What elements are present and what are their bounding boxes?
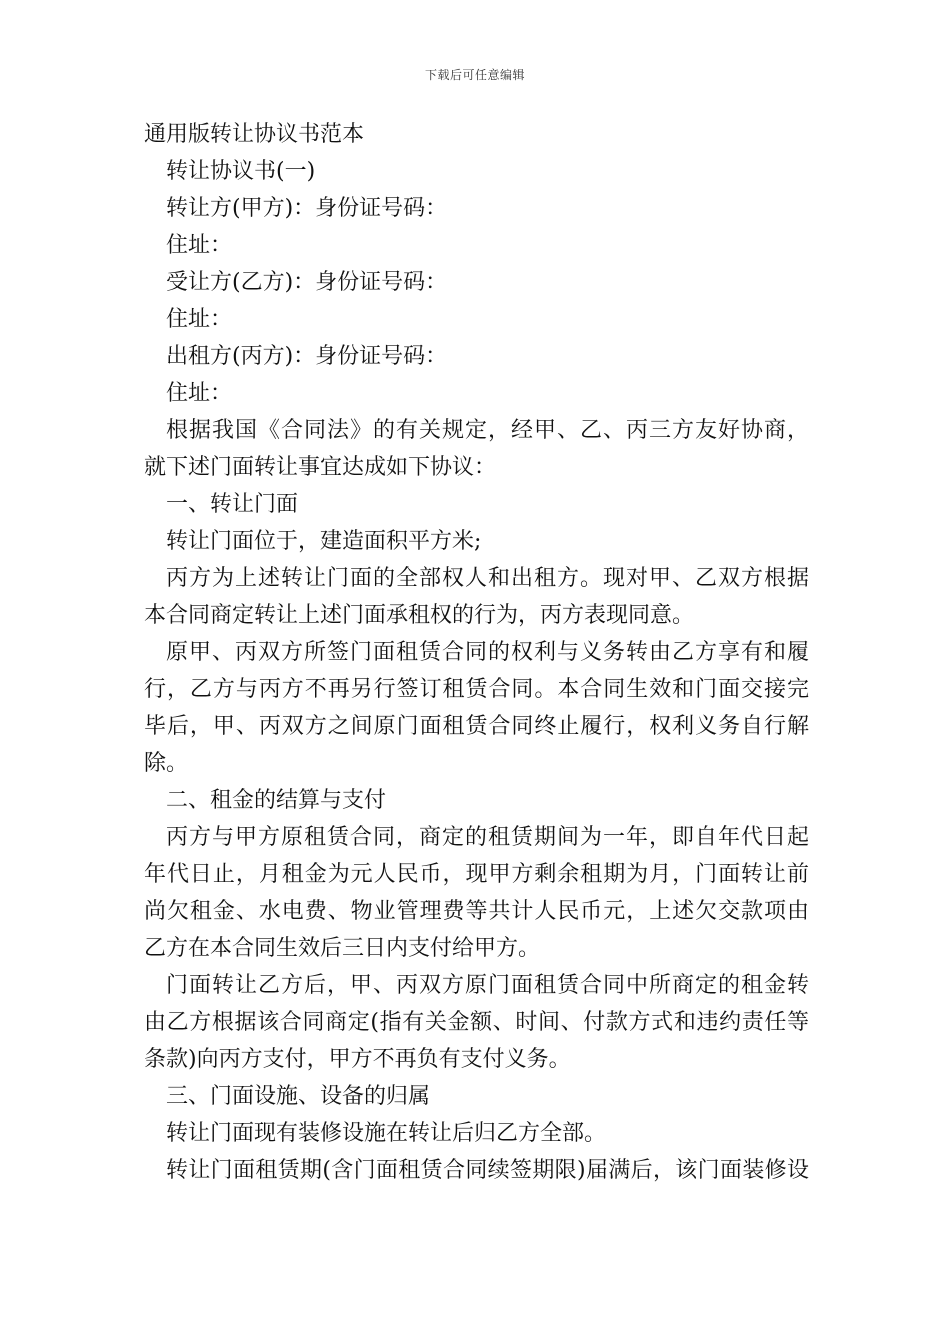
document-paragraphs: [144, 153, 809, 1189]
text-line: 转让门面位于，建造面积平方米;: [166, 529, 482, 554]
text-line: 住址：: [166, 233, 233, 258]
text-line: 住址：: [166, 381, 233, 406]
text-line: 由乙方根据该合同商定(指有关金额、时间、付款方式和违约责任等: [144, 1010, 809, 1035]
text-line: 转让门面现有装修设施在转让后归乙方全部。: [166, 1121, 607, 1146]
text-line: 转让门面租赁期(含门面租赁合同续签期限)届满后，该门面装修设: [166, 1158, 809, 1183]
text-line: 根据我国《合同法》的有关规定，经甲、乙、丙三方友好协商，: [166, 418, 809, 443]
text-line: 出租方(丙方)：身份证号码：: [166, 344, 448, 369]
document-body: [144, 116, 809, 1189]
text-line: 三、门面设施、设备的归属: [166, 1084, 431, 1109]
text-line: 一、转让门面: [166, 492, 299, 517]
text-line: 本合同商定转让上述门面承租权的行为，丙方表现同意。: [144, 603, 695, 628]
text-line: 受让方(乙方)：身份证号码：: [166, 270, 448, 295]
text-line: 二、租金的结算与支付: [166, 788, 387, 813]
text-line: 转让协议书(一): [166, 159, 316, 184]
text-line: 行，乙方与丙方不再另行签订租赁合同。本合同生效和门面交接完: [144, 677, 809, 702]
text-line: 毕后，甲、丙双方之间原门面租赁合同终止履行，权利义务自行解: [144, 714, 809, 739]
text-line: 条款)向丙方支付，甲方不再负有支付义务。: [144, 1047, 571, 1072]
text-line: 就下述门面转让事宜达成如下协议：: [144, 455, 497, 480]
text-line: 尚欠租金、水电费、物业管理费等共计人民币元，上述欠交款项由: [144, 899, 809, 924]
text-line: 转让方(甲方)：身份证号码：: [166, 196, 448, 221]
text-line: 住址：: [166, 307, 233, 332]
text-line: 乙方在本合同生效后三日内支付给甲方。: [144, 936, 541, 961]
text-line: 丙方与甲方原租赁合同，商定的租赁期间为一年，即自年代日起: [166, 825, 809, 850]
text-line: 门面转让乙方后，甲、丙双方原门面租赁合同中所商定的租金转: [166, 973, 809, 998]
text-line: 年代日止，月租金为元人民币，现甲方剩余租期为月，门面转让前: [144, 862, 809, 887]
text-line: 原甲、丙双方所签门面租赁合同的权利与义务转由乙方享有和履: [166, 640, 809, 665]
document-title: 通用版转让协议书范本: [144, 122, 365, 147]
page-header-note: 下载后可任意编辑: [424, 68, 525, 82]
text-line: 除。: [144, 751, 189, 776]
text-line: 丙方为上述转让门面的全部权人和出租方。现对甲、乙双方根据: [166, 566, 809, 591]
